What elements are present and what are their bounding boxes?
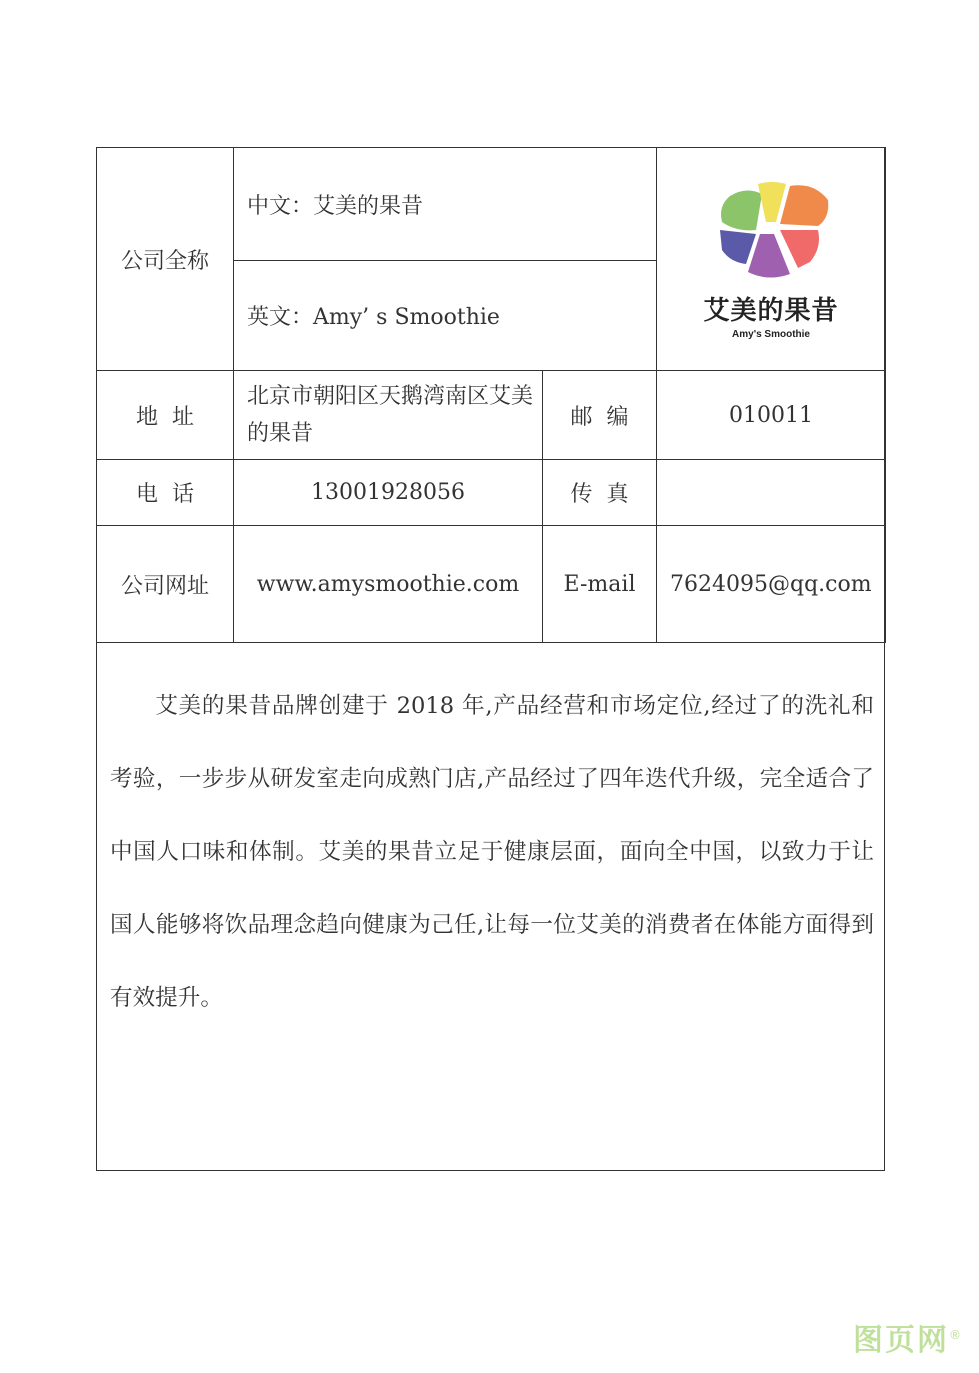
company-name-en: 英文：Amy’ s Smoothie [234, 261, 657, 371]
phone-label: 电 话 [97, 460, 234, 526]
website-label: 公司网址 [97, 526, 234, 643]
logo-flower-icon [706, 178, 836, 288]
registered-mark-icon: ® [949, 1328, 963, 1342]
address-value: 北京市朝阳区天鹅湾南区艾美的果昔 [234, 371, 543, 460]
email-label: E-mail [543, 526, 657, 643]
logo-text-cn: 艾美的果昔 [703, 296, 839, 326]
postcode-label: 邮 编 [543, 371, 657, 460]
website-value[interactable]: www.amysmoothie.com [234, 526, 543, 643]
company-name-label: 公司全称 [97, 148, 234, 371]
fax-label: 传 真 [543, 460, 657, 526]
company-info-table [96, 147, 886, 643]
fax-value [657, 460, 886, 526]
phone-value: 13001928056 [234, 460, 543, 526]
company-description: 艾美的果昔品牌创建于 2018 年,产品经营和市场定位,经过了的洗礼和考验，一步步从研发室走向成熟门店,产品经过了四年迭代升级，完全适合了中国人口味和体制。艾美的果昔立足于健康层面，面向全中国，以致力于让国人能够将饮品理念趋向健康为己任,让每一位艾美的消费者在体能方面得到有效提升。 [110, 693, 874, 1011]
logo-cell [657, 148, 886, 371]
watermark-text: 图页网 [853, 1323, 949, 1358]
address-label: 地 址 [97, 371, 234, 460]
company-name-cn: 中文：艾美的果昔 [234, 148, 657, 261]
postcode-value: 010011 [657, 371, 886, 460]
email-value[interactable]: 7624095@qq.com [657, 526, 886, 643]
watermark [853, 1315, 963, 1359]
logo-text-en: Amy's Smoothie [732, 329, 810, 340]
